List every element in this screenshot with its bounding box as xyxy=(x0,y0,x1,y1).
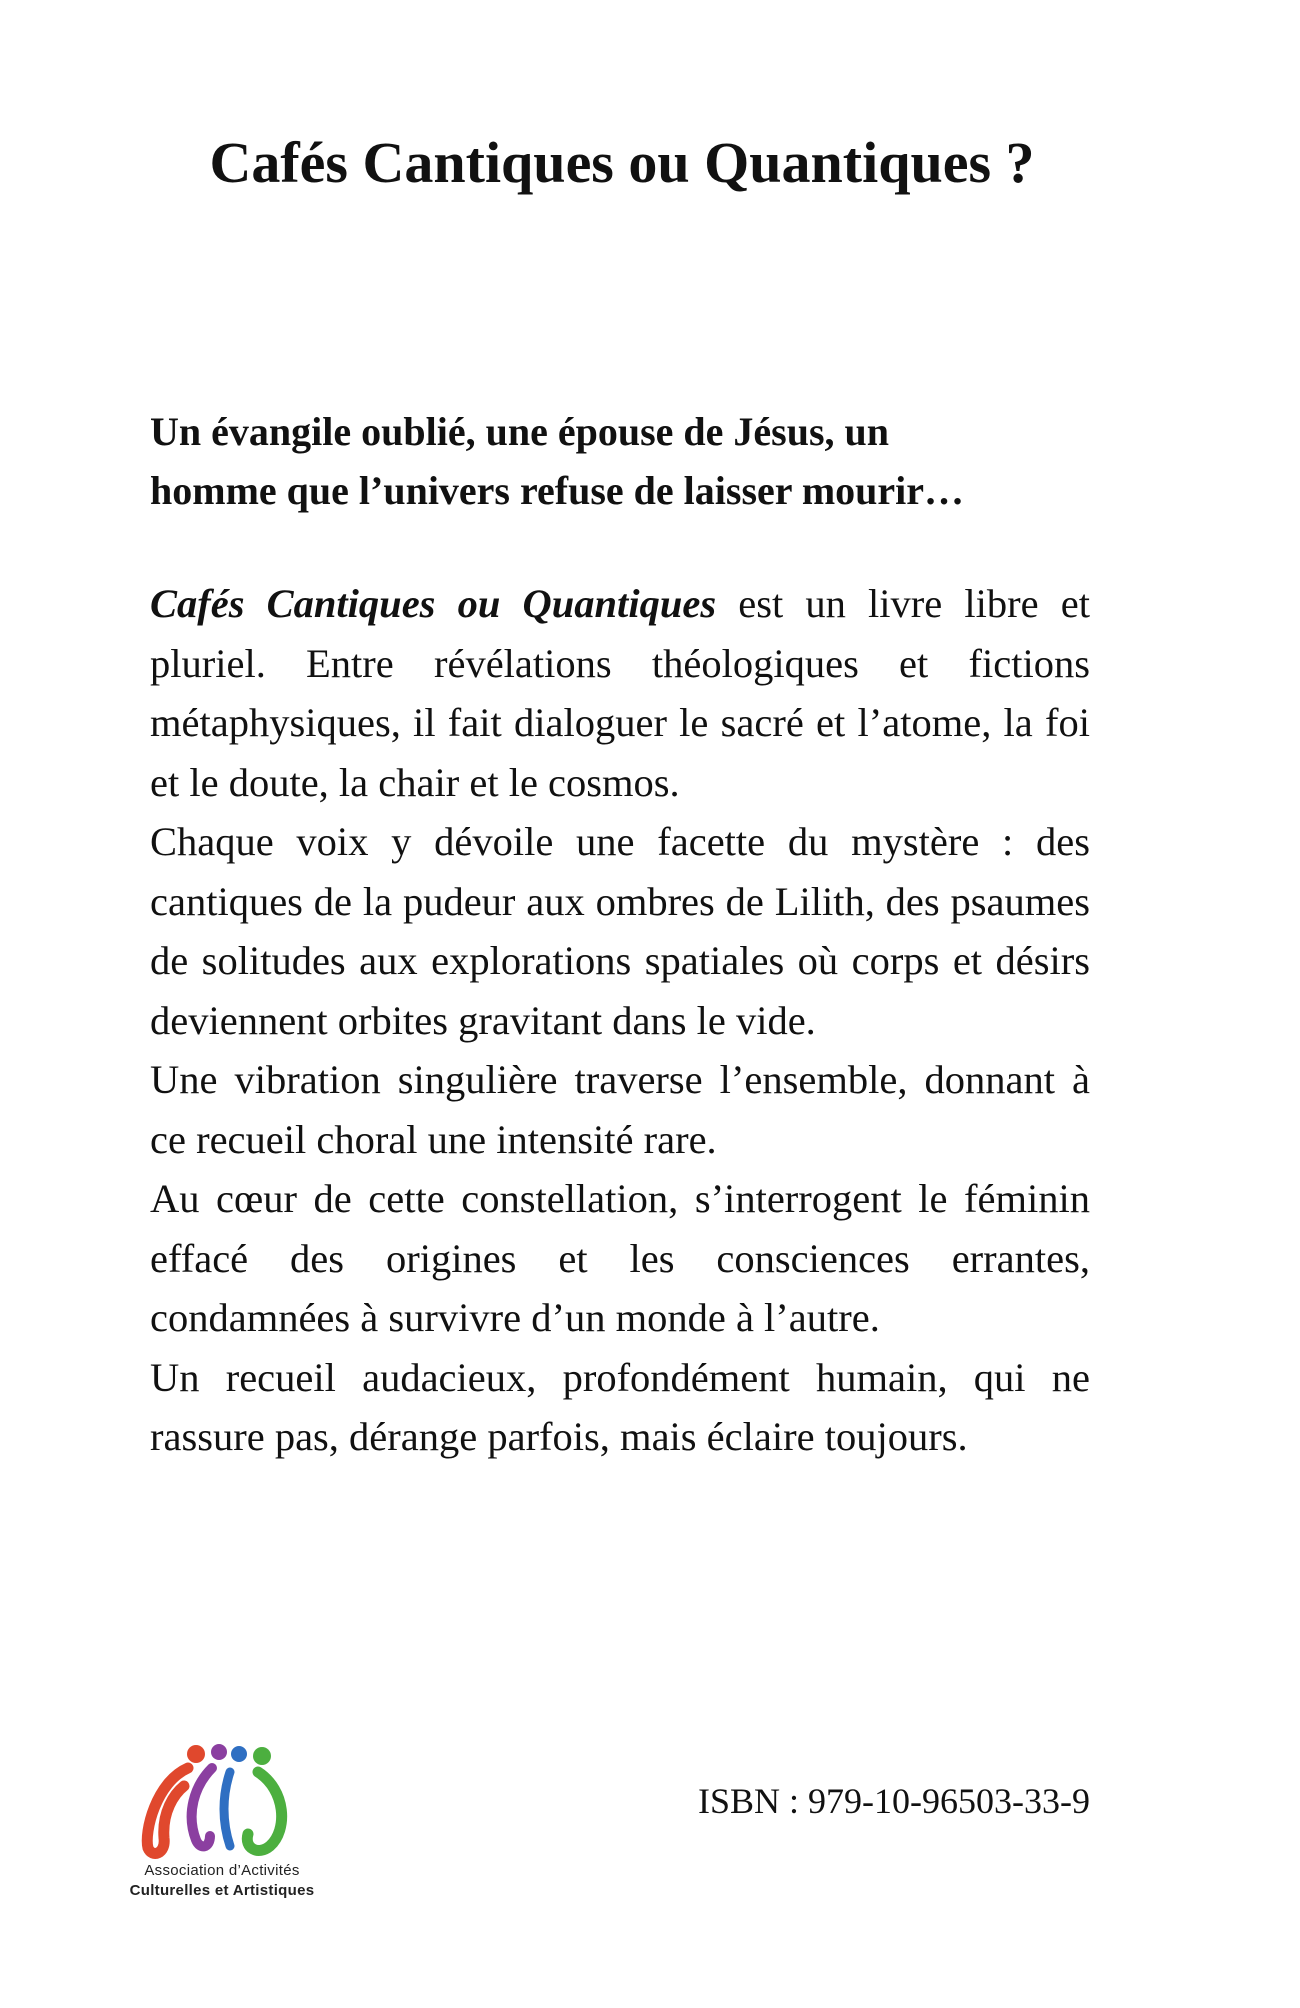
blurb-paragraph-1 xyxy=(150,574,1090,812)
tagline xyxy=(150,402,1090,520)
logo-figure-head-purple xyxy=(211,1744,227,1760)
logo-figure-purple xyxy=(192,1768,212,1846)
blurb-paragraph-5: Un recueil audacieux, profondément humain, qui ne rassure pas, dérange parfois, mais éclaire toujours. xyxy=(150,1354,1090,1459)
tagline-line-1: Un évangile oublié, une épouse de Jésus, un xyxy=(150,409,890,454)
publisher-name-line-1: Association d’Activités xyxy=(144,1862,300,1879)
logo-figure-head-blue xyxy=(231,1746,247,1762)
blurb-paragraph-4: Au cœur de cette constellation, s’interrogent le féminin effacé des origines et les consciences errantes, condamnées à survivre d’un monde à l’autre. xyxy=(150,1176,1090,1340)
publisher-logo xyxy=(92,1742,352,1904)
blurb-paragraph-3: Une vibration singulière traverse l’ensemble, donnant à ce recueil choral une intensité rare. xyxy=(150,1057,1090,1162)
publisher-name-line-2: Culturelles et Artistiques xyxy=(129,1882,315,1899)
blurb-paragraph-2: Chaque voix y dévoile une facette du mystère : des cantiques de la pudeur aux ombres de Lilith, des psaumes de solitudes aux explorations spatiales où corps et désirs deviennent orbites gravitant dans le vide. xyxy=(150,819,1090,1043)
blurb-intro-text: est un livre libre et pluriel. Entre révélations théologiques et fictions métaphysiques, il fait dialoguer le sacré et l’atome, la foi et le doute, la chair et le cosmos. xyxy=(150,581,1090,805)
logo-figure-green xyxy=(247,1772,281,1850)
logo-figure-head-orange xyxy=(187,1745,205,1763)
book-title: Cafés Cantiques ou Quantiques ? xyxy=(209,130,1035,195)
tagline-line-2: homme que l’univers refuse de laisser mourir… xyxy=(150,468,965,513)
isbn-number: ISBN : 979-10-96503-33-9 xyxy=(698,1781,1090,1821)
logo-figure-orange xyxy=(147,1768,188,1853)
logo-figure-blue xyxy=(224,1772,230,1846)
back-cover-blurb xyxy=(150,574,1090,1467)
association-figures-icon xyxy=(126,1742,306,1860)
blurb-book-title: Cafés Cantiques ou Quantiques xyxy=(150,581,717,626)
logo-figure-head-green xyxy=(253,1747,271,1765)
